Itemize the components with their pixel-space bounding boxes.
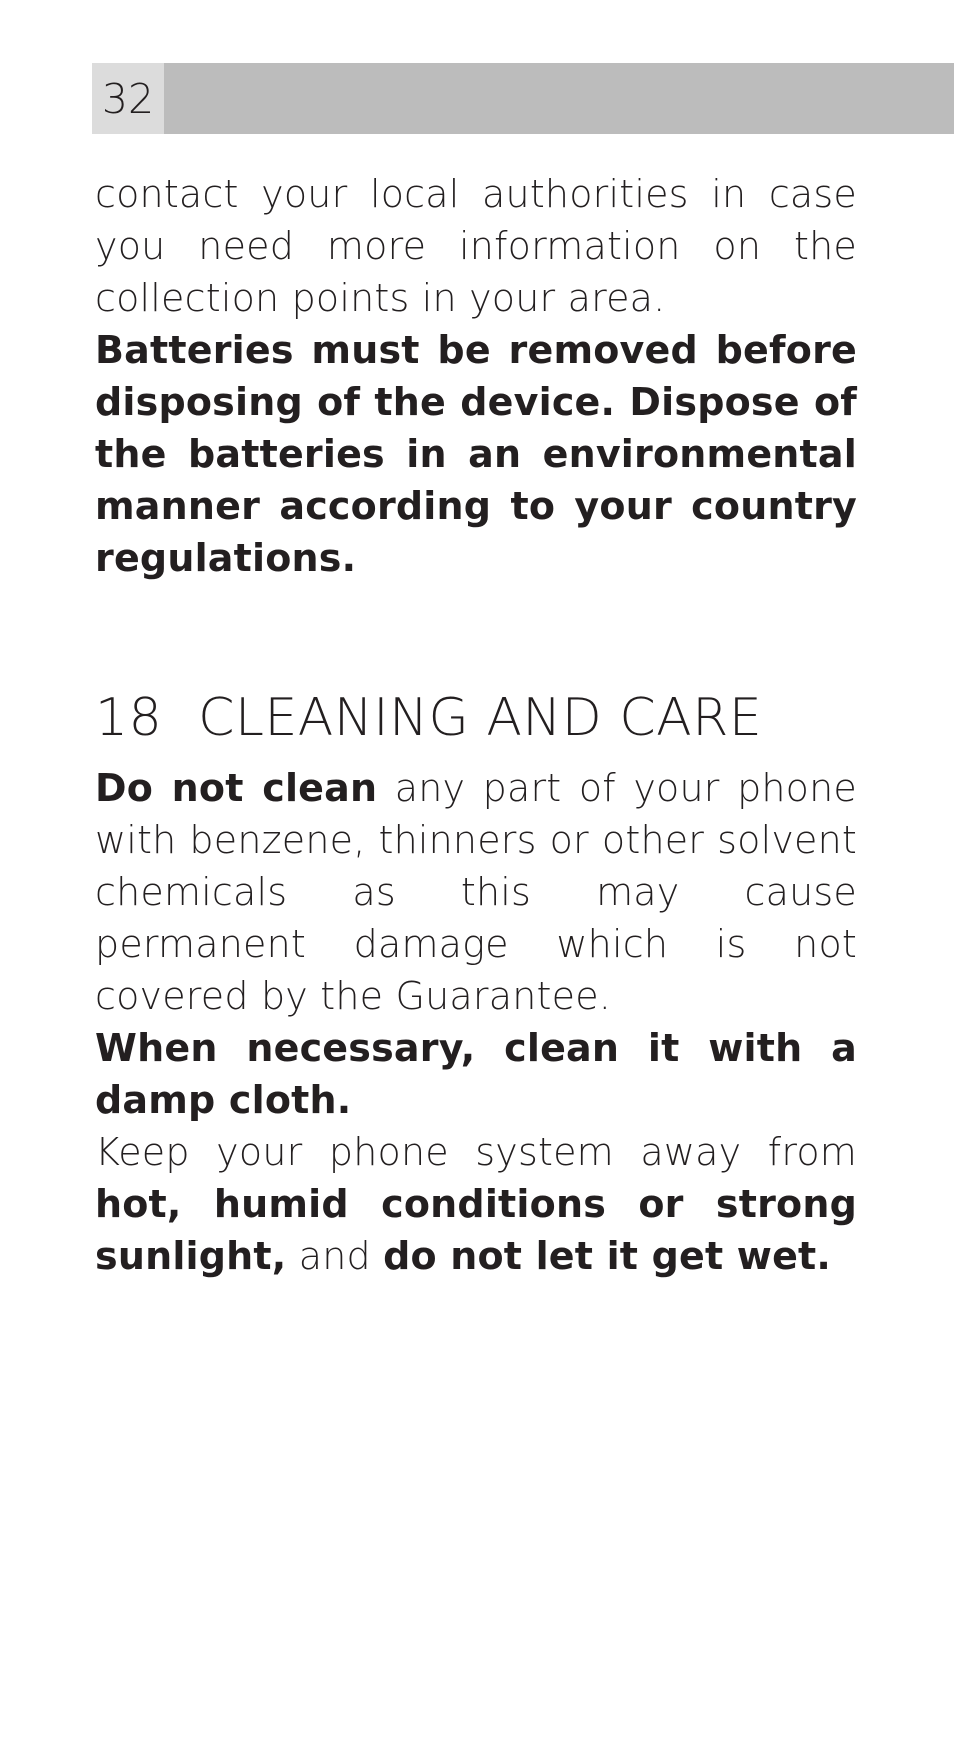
section-number: 18 xyxy=(95,688,163,748)
do-not-let-wet-bold: do not let it get wet. xyxy=(383,1234,832,1278)
cleaning-paragraph-3-lead: Keep your phone system away from xyxy=(95,1130,857,1174)
intro-paragraph: contact your local authorities in case you need more information on the collection points in your area. xyxy=(95,172,857,320)
cleaning-paragraph-3-mid: and xyxy=(286,1234,384,1278)
cleaning-paragraph-3 xyxy=(95,1126,857,1282)
section-title: CLEANING AND CARE xyxy=(198,688,763,748)
conditions-bold: hot, humid conditions or strong sunlight, xyxy=(95,1182,857,1278)
do-not-clean-bold: Do not clean xyxy=(95,766,378,810)
section-heading xyxy=(95,686,857,750)
header-bar xyxy=(92,63,954,134)
batteries-warning: Batteries must be removed before disposing of the device. Dispose of the batteries in an environmental manner according to your country regulations. xyxy=(95,328,857,580)
cleaning-paragraph-1 xyxy=(95,762,857,1022)
cleaning-paragraph-2: When necessary, clean it with a damp cloth. xyxy=(95,1026,857,1122)
cleaning-paragraph-1-rest: any part of your phone with benzene, thinners or other solvent chemicals as this may cause permanent damage which is not covered by the Guarantee. xyxy=(95,766,857,1018)
page-content xyxy=(95,168,857,1282)
page-number: 32 xyxy=(92,63,164,134)
